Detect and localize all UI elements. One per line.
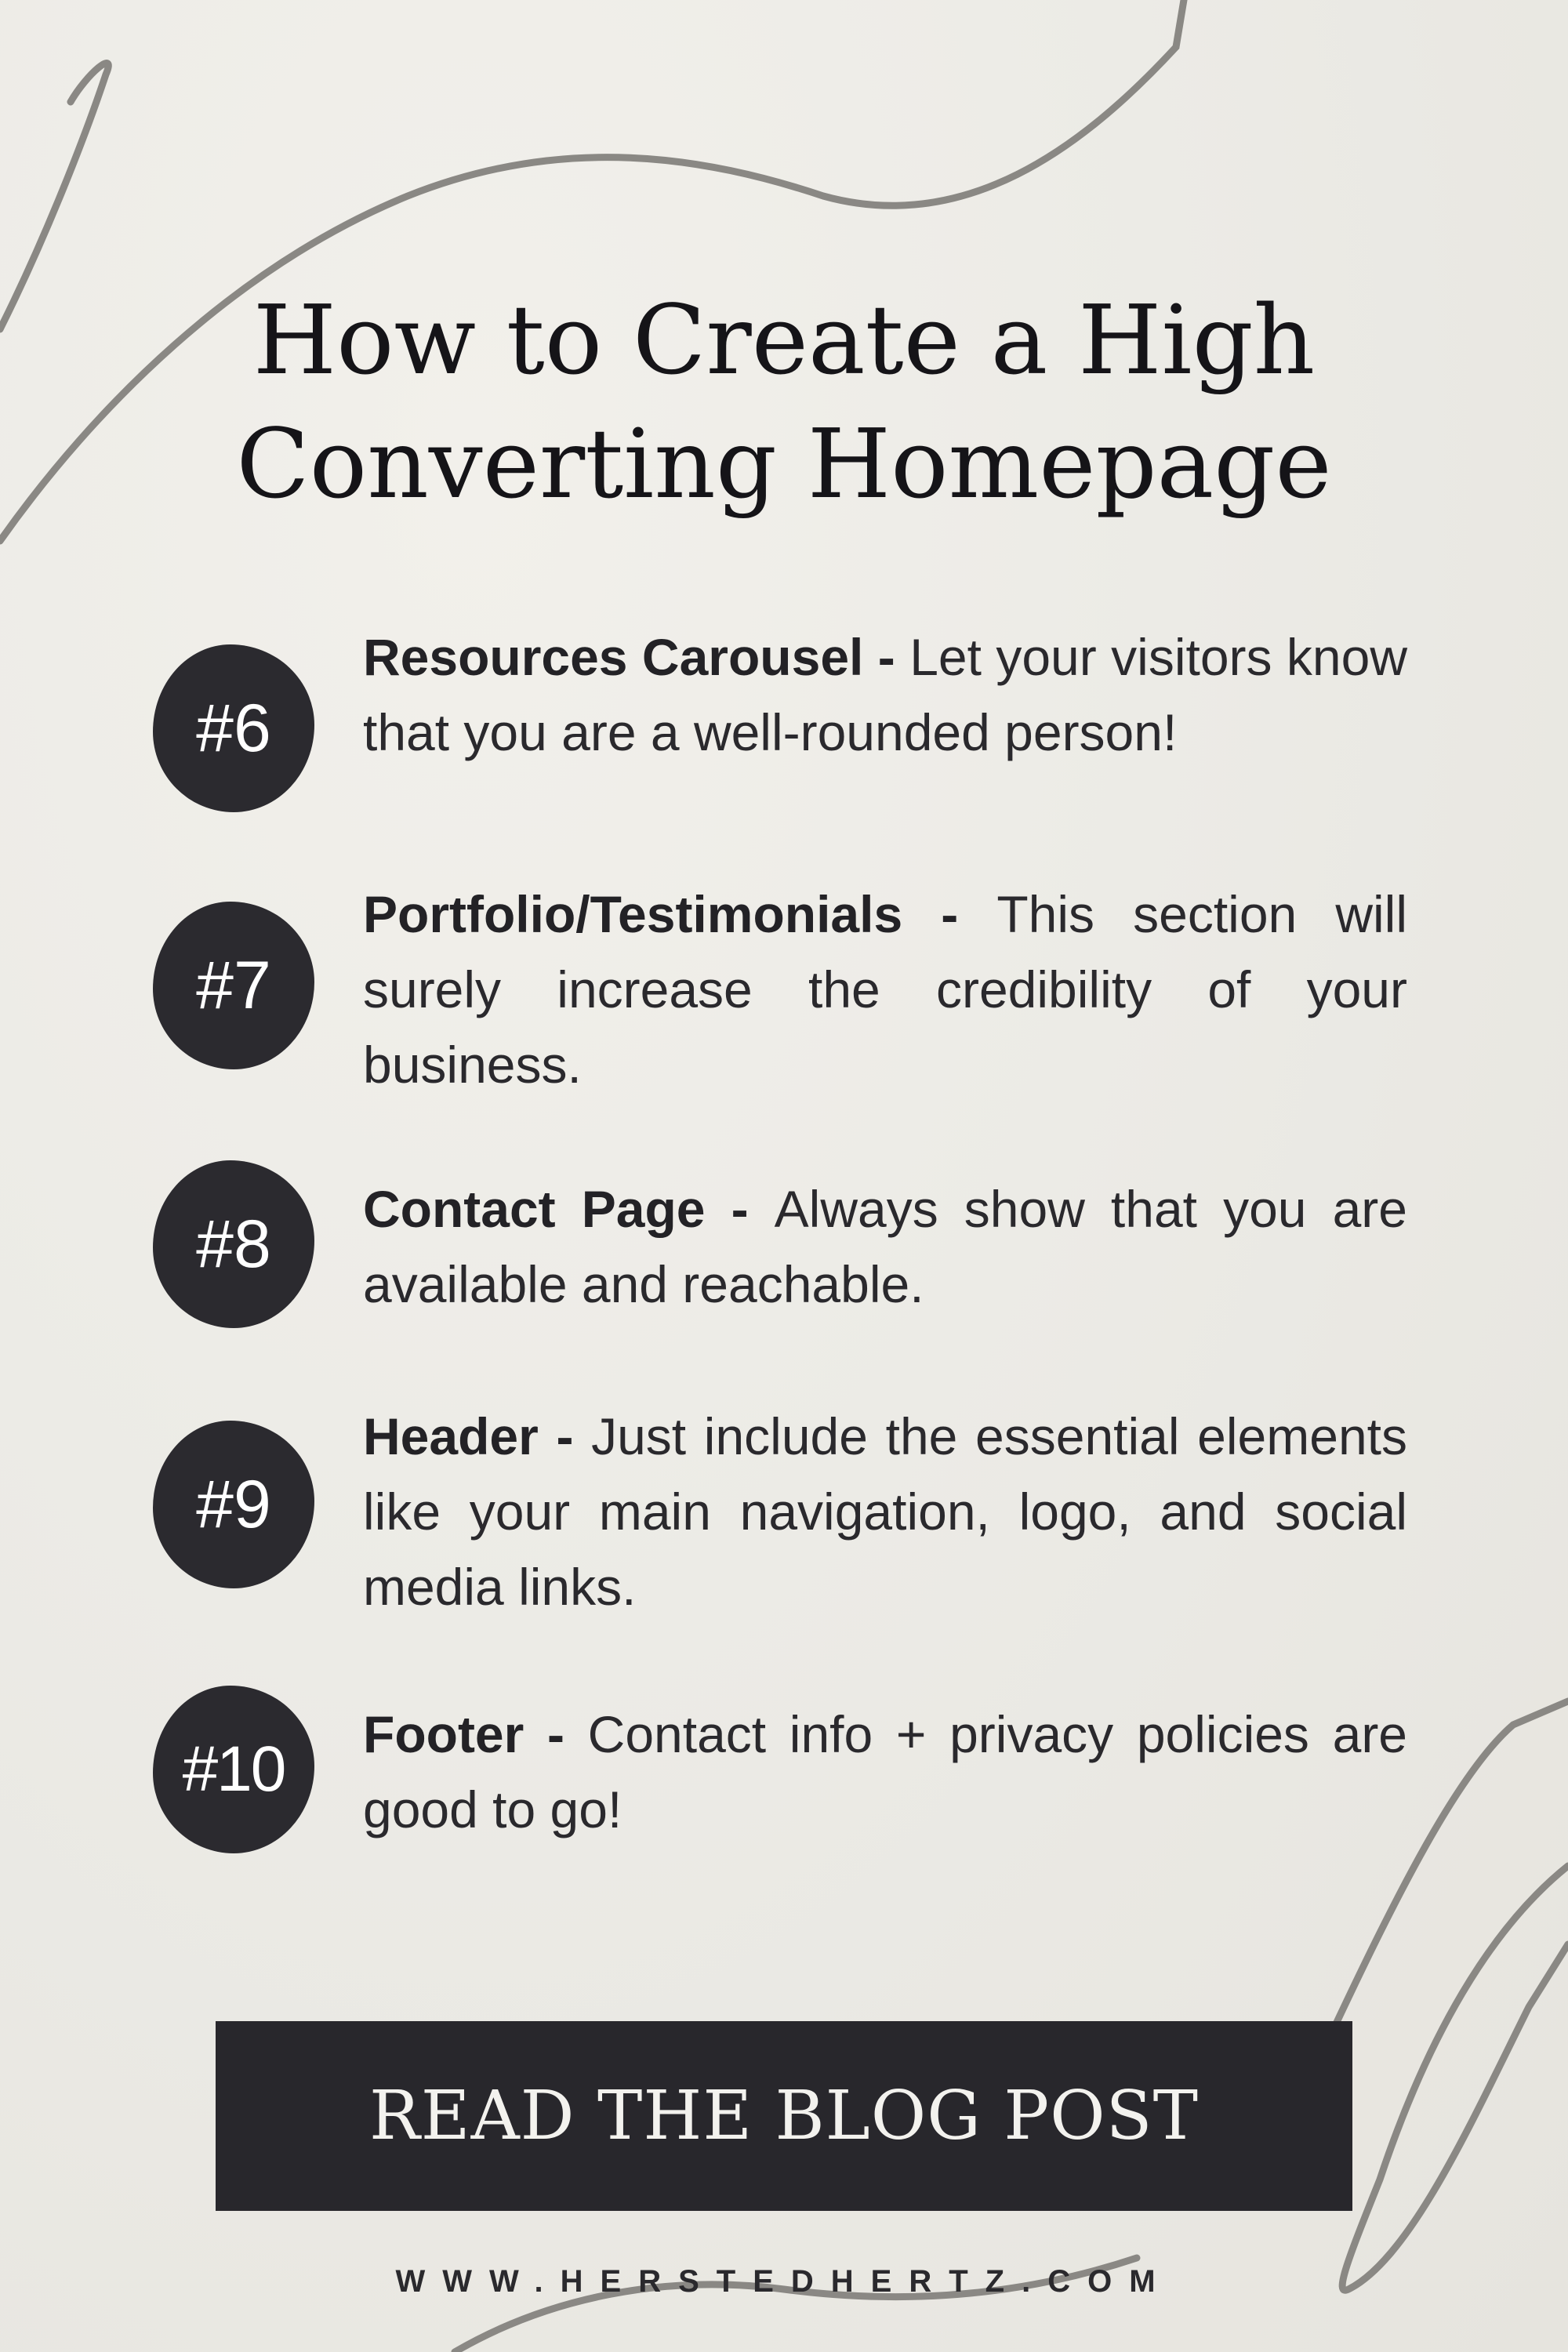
- item-body: Always show that you are available and reachable.: [363, 1180, 1407, 1313]
- website-url[interactable]: WWW.HERSTEDHERTZ.COM: [395, 2264, 1173, 2299]
- number-badge: #10: [153, 1686, 314, 1853]
- number-badge: #9: [153, 1421, 314, 1588]
- item-text: [363, 877, 1407, 1102]
- item-body: Just include the essential elements like your main navigation, logo, and social media links.: [363, 1407, 1407, 1616]
- item-text: [363, 1399, 1407, 1624]
- number-badge: #7: [153, 902, 314, 1069]
- item-heading: Contact Page -: [363, 1180, 775, 1238]
- item-heading: Footer -: [363, 1705, 588, 1763]
- page-title: [0, 278, 1568, 526]
- item-text: [363, 1697, 1407, 1847]
- item-body: This section will surely increase the credibility of your business.: [363, 885, 1407, 1094]
- item-heading: Resources Carousel -: [363, 628, 910, 686]
- title-line-2: Converting Homepage: [236, 408, 1332, 520]
- item-text: [363, 1171, 1407, 1322]
- number-badge: #8: [153, 1160, 314, 1328]
- item-body: Contact info + privacy policies are good to go!: [363, 1705, 1407, 1838]
- item-heading: Header -: [363, 1407, 592, 1465]
- number-badge: #6: [153, 644, 314, 812]
- item-body: Let your visitors know that you are a well-rounded person!: [363, 628, 1408, 761]
- read-blog-post-button[interactable]: [216, 2021, 1352, 2211]
- item-text: [363, 619, 1407, 770]
- title-line-1: How to Create a High: [252, 285, 1316, 396]
- item-heading: Portfolio/Testimonials -: [363, 885, 997, 943]
- read-blog-post-label: READ THE BLOG POST: [369, 2077, 1199, 2155]
